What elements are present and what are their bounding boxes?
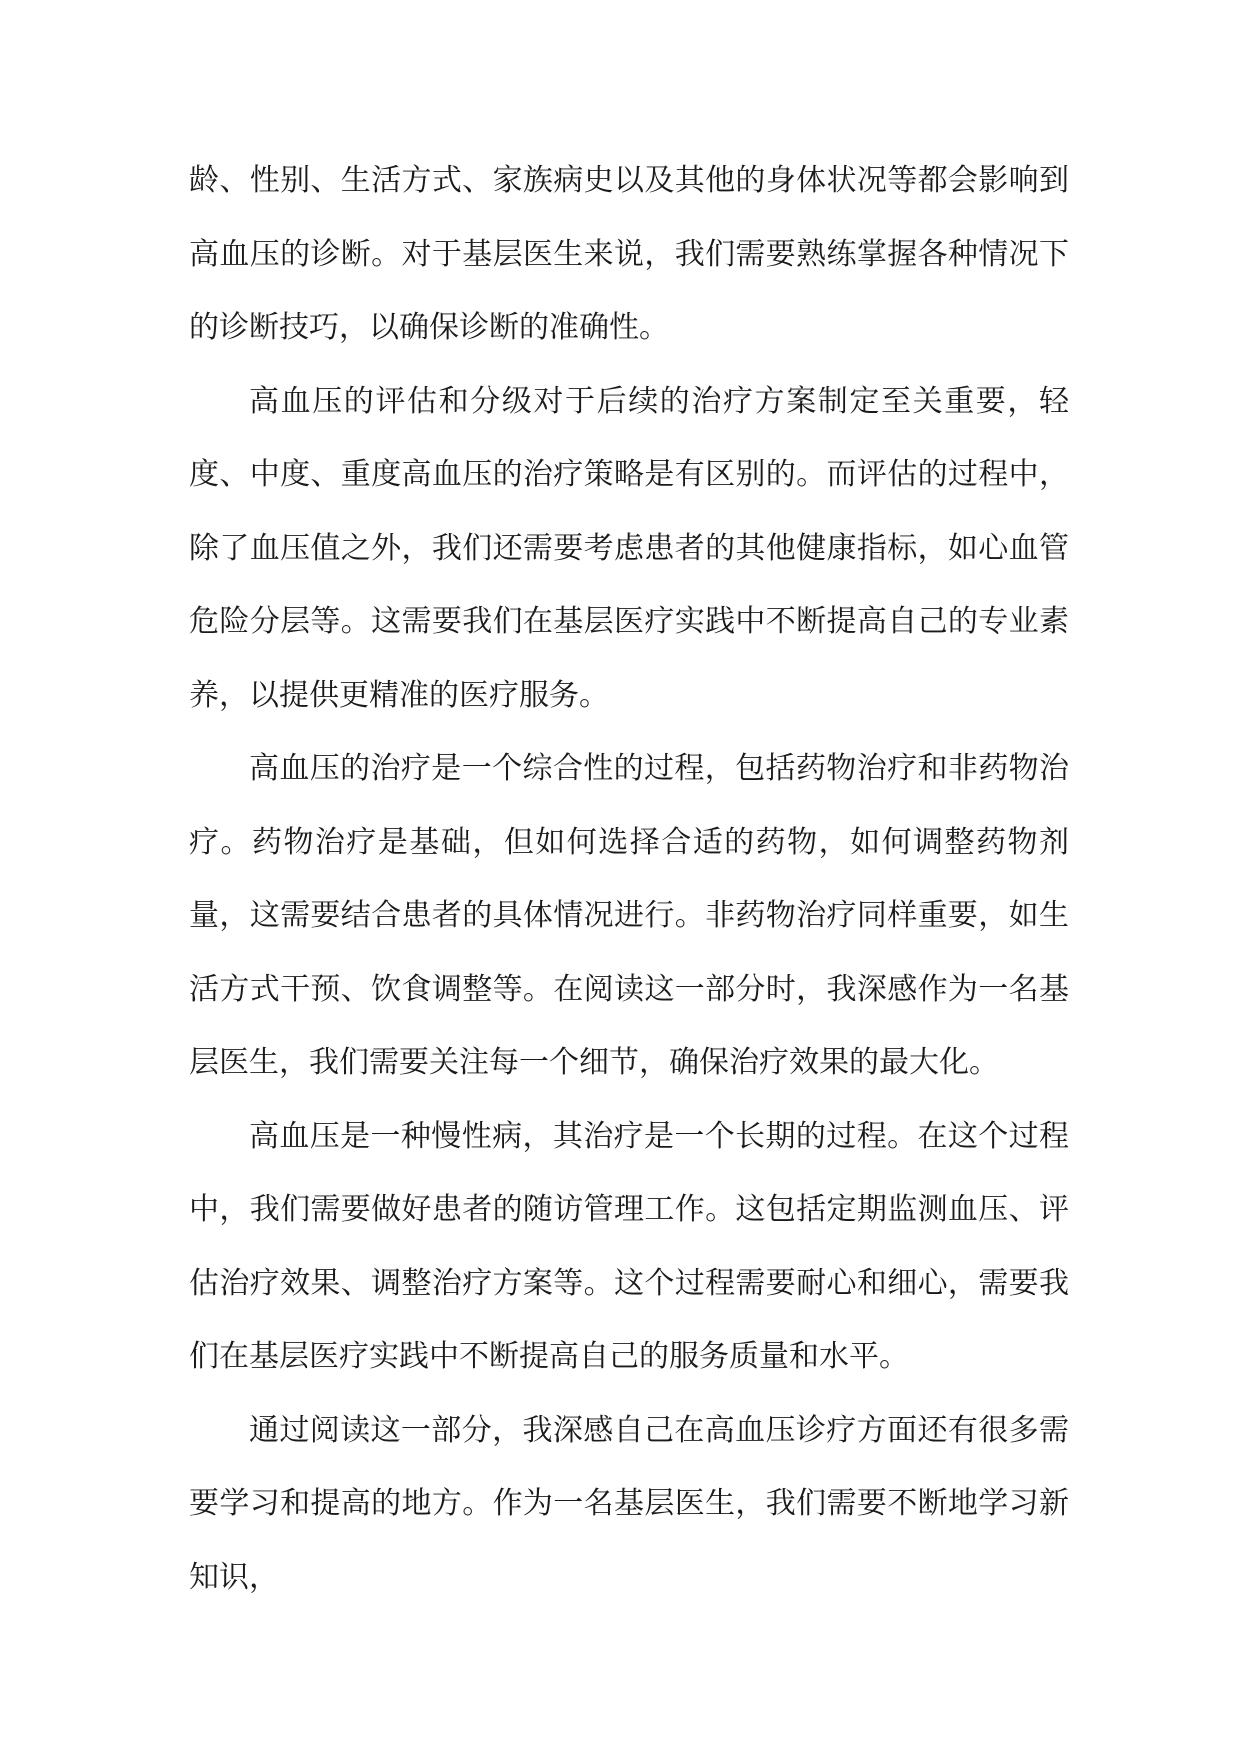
paragraph-reflection: 通过阅读这一部分，我深感自己在高血压诊疗方面还有很多需要学习和提高的地方。作为一名基层医生，我们需要不断地学习新知识， bbox=[189, 1412, 1069, 1595]
document-body bbox=[189, 144, 1069, 1614]
paragraph-treatment: 高血压的治疗是一个综合性的过程，包括药物治疗和非药物治疗。药物治疗是基础，但如何选择合适的药物，如何调整药物剂量，这需要结合患者的具体情况进行。非药物治疗同样重要，如生活方式干预、饮食调整等。在阅读这一部分时，我深感作为一名基层医生，我们需要关注每一个细节，确保治疗效果的最大化。 bbox=[189, 751, 1069, 1080]
paragraph-continued: 龄、性别、生活方式、家族病史以及其他的身体状况等都会影响到高血压的诊断。对于基层医生来说，我们需要熟练掌握各种情况下的诊断技巧，以确保诊断的准确性。 bbox=[189, 163, 1069, 345]
paragraph-followup: 高血压是一种慢性病，其治疗是一个长期的过程。在这个过程中，我们需要做好患者的随访管理工作。这包括定期监测血压、评估治疗效果、调整治疗方案等。这个过程需要耐心和细心，需要我们在基层医疗实践中不断提高自己的服务质量和水平。 bbox=[189, 1118, 1069, 1374]
paragraph-assessment: 高血压的评估和分级对于后续的治疗方案制定至关重要，轻度、中度、重度高血压的治疗策略是有区别的。而评估的过程中，除了血压值之外，我们还需要考虑患者的其他健康指标，如心血管危险分层等。这需要我们在基层医疗实践中不断提高自己的专业素养，以提供更精准的医疗服务。 bbox=[189, 383, 1069, 713]
